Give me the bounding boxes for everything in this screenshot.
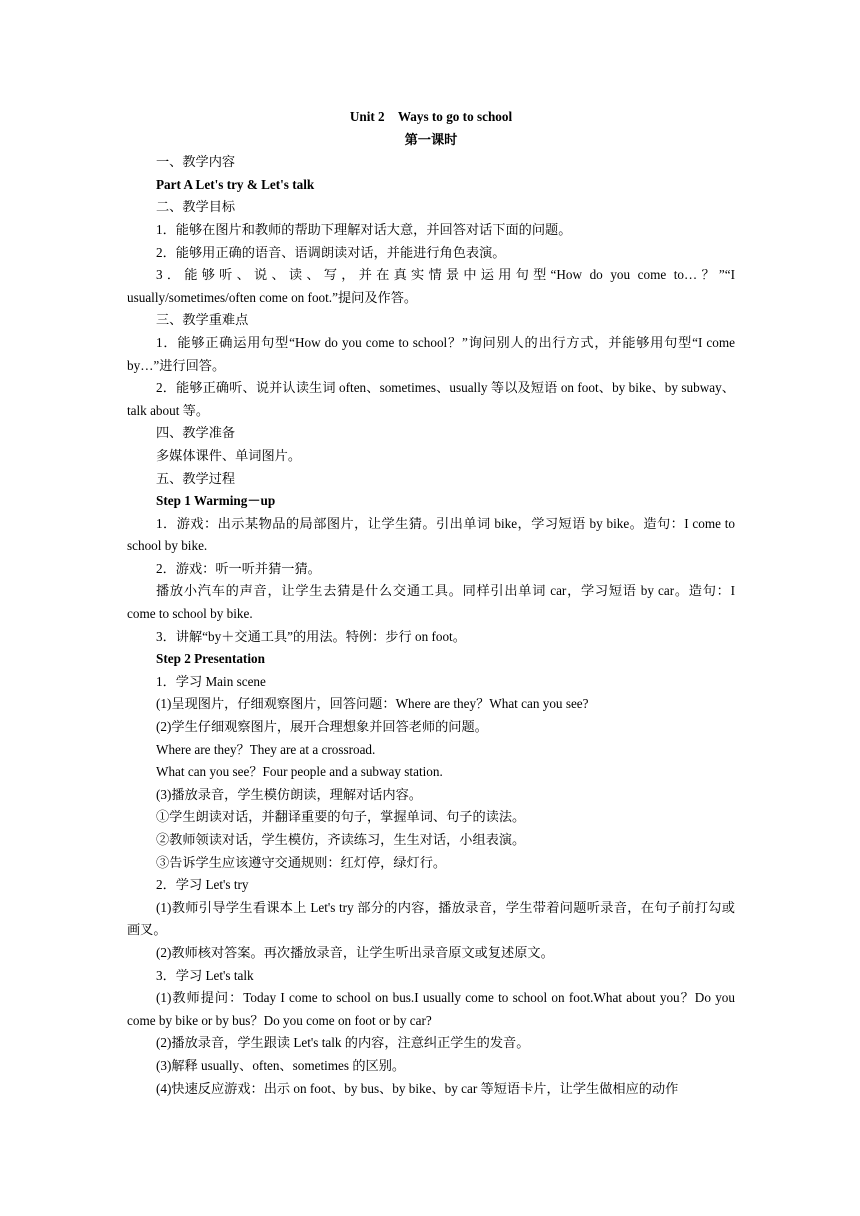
- paragraph-line: (2)教师核对答案。再次播放录音，让学生听出录音原文或复述原文。: [156, 944, 554, 960]
- paragraph-line: (2)播放录音，学生跟读 Let's talk 的内容，注意纠正学生的发音。: [156, 1035, 530, 1051]
- paragraph-line: 一、教学内容: [156, 154, 236, 170]
- paragraph-line: 1．能够正确运用句型“How do you come to school？”询问别人的出行方式，并能够用句型“I come by…”进行回答。: [127, 334, 735, 373]
- paragraph-line: ②教师领读对话，学生模仿，齐读练习，生生对话，小组表演。: [156, 832, 526, 847]
- paragraph-line: 五、教学过程: [156, 470, 236, 486]
- paragraph-line: (2)学生仔细观察图片，展开合理想象并回答老师的问题。: [156, 719, 488, 735]
- paragraph-line: (1)教师提问：Today I come to school on bus.I usually come to school on foot.What about you？Do you come by bike or by bus？Do you come on foot or by car?: [127, 990, 735, 1028]
- paragraph-line: What can you see？Four people and a subway station.: [156, 764, 443, 780]
- paragraph-line: 2．能够用正确的语音、语调朗读对话，并能进行角色表演。: [156, 244, 506, 260]
- document-subtitle: 第一课时: [404, 131, 458, 147]
- paragraph-line: 1．能够在图片和教师的帮助下理解对话大意，并回答对话下面的问题。: [156, 221, 572, 237]
- paragraph-line: Step 1 Warming－up: [156, 493, 276, 509]
- document-page: [127, 106, 735, 1100]
- paragraph-line: (1)教师引导学生看课本上 Let's try 部分的内容，播放录音，学生带着问题听录音，在句子前打勾或画叉。: [127, 899, 735, 938]
- document-body: [127, 151, 735, 1100]
- paragraph-line: 1．学习 Main scene: [156, 673, 266, 689]
- paragraph-line: 2．能够正确听、说并认读生词 often、sometimes、usually 等以及短语 on foot、by bike、by subway、talk about 等。: [127, 380, 735, 418]
- paragraph-line: (3)解释 usually、often、sometimes 的区别。: [156, 1057, 406, 1073]
- paragraph-line: 3．学习 Let's talk: [156, 967, 254, 983]
- paragraph-line: (4)快速反应游戏：出示 on foot、by bus、by bike、by car 等短语卡片，让学生做相应的动作: [156, 1080, 679, 1096]
- paragraph-line: 2．游戏：听一听并猜一猜。: [156, 560, 321, 576]
- paragraph-line: 2．学习 Let's try: [156, 877, 249, 893]
- paragraph-line: Where are they？They are at a crossroad.: [156, 741, 376, 757]
- paragraph-line: 3．能够听、说、读、写，并在真实情景中运用句型“How do you come to…？”“I usually/sometimes/often come on foot.”提问及作答。: [127, 267, 735, 305]
- paragraph-line: 三、教学重难点: [156, 312, 249, 328]
- paragraph-line: Step 2 Presentation: [156, 651, 265, 667]
- paragraph-line: (1)呈现图片，仔细观察图片，回答问题：Where are they？What can you see?: [156, 696, 589, 712]
- paragraph-line: 二、教学目标: [156, 199, 236, 215]
- paragraph-line: ③告诉学生应该遵守交通规则：红灯停，绿灯行。: [156, 854, 447, 870]
- paragraph-line: 四、教学准备: [156, 425, 236, 441]
- paragraph-line: ①学生朗读对话，并翻译重要的句子，掌握单词、句子的读法。: [156, 809, 526, 825]
- paragraph-line: 多媒体课件、单词图片。: [156, 447, 302, 463]
- paragraph-line: Part A Let's try & Let's talk: [156, 176, 315, 192]
- paragraph-line: 播放小汽车的声音，让学生去猜是什么交通工具。同样引出单词 car，学习短语 by car。造句：I come to school by bike.: [127, 583, 735, 622]
- paragraph-line: 3．讲解“by＋交通工具”的用法。特例：步行 on foot。: [156, 628, 466, 644]
- document-title: Unit 2 Ways to go to school: [349, 109, 513, 124]
- paragraph-line: 1．游戏：出示某物品的局部图片，让学生猜。引出单词 bike，学习短语 by bike。造句：I come to school by bike.: [127, 515, 735, 554]
- paragraph-line: (3)播放录音，学生模仿朗读，理解对话内容。: [156, 786, 422, 802]
